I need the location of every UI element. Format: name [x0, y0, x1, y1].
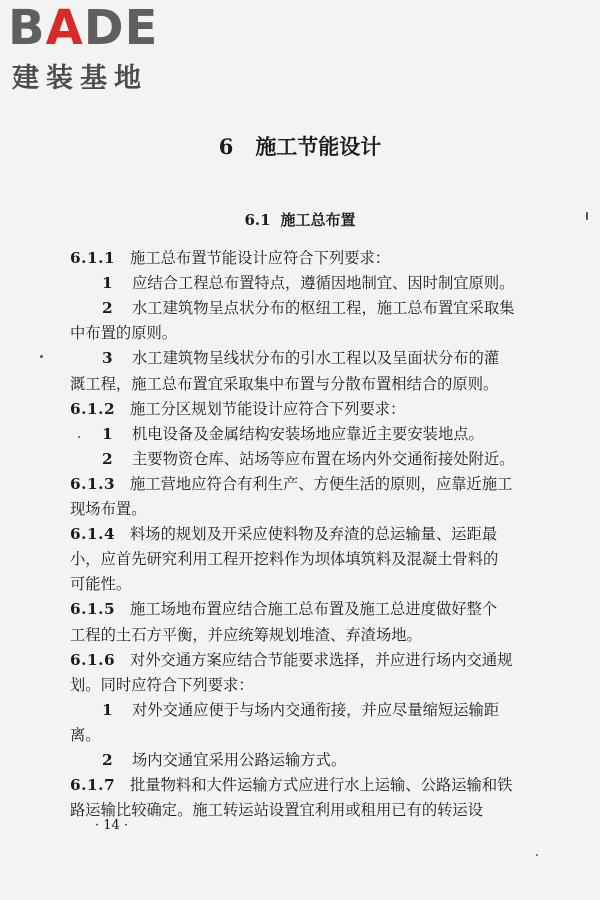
text-line [70, 750, 530, 770]
line-text: 对外交通方案应结合节能要求选择，并应进行场内交通规 [130, 651, 513, 669]
text-line [70, 800, 530, 820]
text-line [70, 474, 530, 494]
section-number: 6.1 [244, 211, 271, 229]
text-line [70, 273, 530, 293]
clause-number: 6.1.1 [70, 249, 116, 267]
text-line [70, 775, 530, 795]
text-line [70, 549, 530, 569]
text-line [70, 599, 530, 619]
clause-number: 6.1.7 [70, 776, 116, 794]
clause-number: 6.1.5 [70, 600, 116, 618]
item-number: 1 [102, 274, 113, 292]
line-text: 施工营地应符合有利生产、方便生活的原则，应靠近施工 [130, 475, 513, 493]
line-text: 施工场地布置应结合施工总布置及施工总进度做好整个 [130, 600, 498, 618]
item-number: 2 [102, 299, 113, 317]
line-text: 划。同时应符合下列要求： [70, 676, 254, 694]
text-line [70, 524, 530, 544]
bade-watermark-logo [8, 0, 183, 94]
line-text: 对外交通应便于与场内交通衔接，并应尽量缩短运输距 [132, 701, 500, 719]
line-text: 小，应首先研究利用工程开挖料作为坝体填筑料及混凝土骨料的 [70, 550, 499, 568]
item-number: 1 [102, 425, 113, 443]
scan-speck [586, 212, 588, 220]
clause-number: 6.1.4 [70, 525, 116, 543]
line-text: 溉工程，施工总布置宜采取集中布置与分散布置相结合的原则。 [70, 375, 499, 393]
text-line [70, 625, 530, 645]
clause-number: 6.1.6 [70, 651, 116, 669]
clause-number: 6.1.2 [70, 400, 116, 418]
item-number: 2 [102, 751, 113, 769]
line-text: 施工分区规划节能设计应符合下列要求： [130, 400, 406, 418]
line-text: 离。 [70, 726, 101, 744]
line-text: 可能性。 [70, 575, 132, 593]
watermark-subtitle: 建装基地 [12, 63, 148, 94]
watermark-brand: BADE [8, 0, 159, 56]
line-text: 机电设备及金属结构安装场地应靠近主要安装地点。 [132, 425, 484, 443]
text-line [70, 650, 530, 670]
line-text: 施工总布置节能设计应符合下列要求： [130, 249, 391, 267]
line-text: 批量物料和大件运输方式应进行水上运输、公路运输和铁 [130, 776, 513, 794]
text-line [70, 298, 530, 318]
item-number: 1 [102, 701, 113, 719]
chapter-title-text: 施工节能设计 [255, 134, 382, 159]
text-line [70, 248, 530, 268]
text-line [70, 574, 530, 594]
text-line [70, 700, 530, 720]
line-text: 路运输比较确定。施工转运站设置宜利用或租用已有的转运设 [70, 801, 484, 819]
text-line [70, 399, 530, 419]
text-line [70, 499, 530, 519]
chapter-number: 6 [218, 134, 234, 159]
text-line [70, 675, 530, 695]
scan-speck [40, 355, 43, 358]
item-number: 3 [102, 349, 113, 367]
line-text: 水工建筑物呈点状分布的枢纽工程，施工总布置宜采取集 [132, 299, 515, 317]
text-line [70, 374, 530, 394]
clause-number: 6.1.3 [70, 475, 116, 493]
item-number: 2 [102, 450, 113, 468]
section-title-text: 施工总布置 [280, 211, 356, 229]
chapter-title [0, 131, 600, 161]
line-text: 料场的规划及开采应使料物及弃渣的总运输量、运距最 [130, 525, 498, 543]
line-text: 应结合工程总布置特点，遵循因地制宜、因时制宜原则。 [132, 274, 515, 292]
line-text: 场内交通宜采用公路运输方式。 [132, 751, 347, 769]
line-text: 中布置的原则。 [70, 324, 178, 342]
line-text: 工程的土石方平衡，并应统筹规划堆渣、弃渣场地。 [70, 626, 422, 644]
text-line [70, 323, 530, 343]
text-line [70, 449, 530, 469]
scan-speck [536, 854, 538, 856]
scan-speck [78, 436, 80, 438]
line-text: 主要物资仓库、站场等应布置在场内外交通衔接处附近。 [132, 450, 515, 468]
page-number: · 14 · [95, 818, 129, 833]
text-line [70, 424, 530, 444]
line-text: 现场布置。 [70, 500, 147, 518]
line-text: 水工建筑物呈线状分布的引水工程以及呈面状分布的灌 [132, 349, 500, 367]
text-line [70, 725, 530, 745]
text-line [70, 348, 530, 368]
section-title [0, 209, 600, 230]
